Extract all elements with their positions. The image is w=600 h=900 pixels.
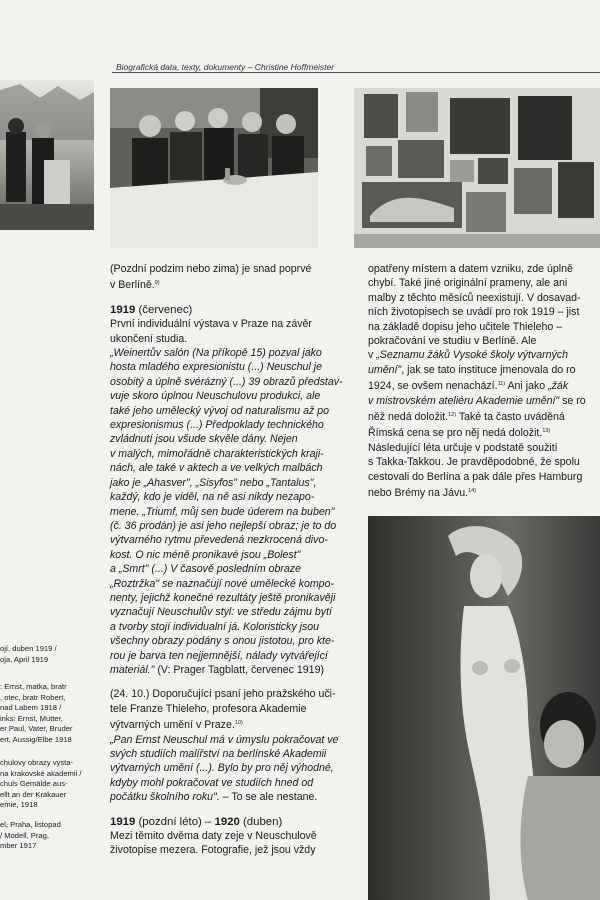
quote-prager-tagblatt <box>110 346 350 677</box>
line: nebo Brémy na Jávu. <box>368 487 469 500</box>
footnote-ref: 14) <box>468 488 477 495</box>
heading-subtitle: (červenec) <box>135 303 193 316</box>
quote-thiele-letter <box>110 733 350 805</box>
line: 1924, se ovšem nenachází. <box>368 380 498 393</box>
heading-year: 1920 <box>214 815 240 828</box>
quote-text: „Seznamu žáků Vysoké školy výtvarných <box>376 349 568 362</box>
caption-4: el, Praha, listopad / Modell, Prag, mber 1917 <box>0 820 61 851</box>
line: pokračování ve studiu v Berlíně. Ale <box>368 335 537 348</box>
footnote-ref: 9) <box>154 280 160 287</box>
quote-text: „žák <box>548 380 569 393</box>
heading-year: 1919 <box>110 303 136 316</box>
quote-text: „Weinertův salón (Na příkopě 15) pozval jako hosta mladého expresionistu (...) Neuschul je osobitý a úplně svérázný (...) 39 obrazů představ- vuje skoro úplnou Neuschulovu produkci, ale také jeho umělecký vývoj od naturalismu až po expresionismus (...) Předpoklady technického zvládnutí jsou všude skvěle dány. Nejen v malých, mimořádně charakteristických kraji- nách, ale také v aktech a ve velkých malbách jako je „Ahasver", „Sisyfos" nebo „Tantalus", každý, kdo je viděl, na ně asi nikdy nezapo- mene. „Triumf, můj sen bude úderem na buben" (č. 36 prodán) je asi jeho nejlepší obraz; je to do výtvarného rytmu převedená nezkrocená divo- kost. O nic méně pronikavé jsou „Bolest" a „Smrt" (...) V časově posledním obraze „Roztržka" se naznačují nové umělecké kompo- nenty, jejichž konečné rezultáty ještě pronikavěji vyznačují Neuschulův styl: ve středu zájmu bytí a tvorby stojí individualní já. Koloristicky jsou všechny obrazy podány s onou jistotou, pro kte- rou je barva ten nejjemnější, nálady vytvářející materiál." <box>110 347 343 676</box>
line: cestovali do Berlína a pak dále přes Hamburg <box>368 470 583 483</box>
photo-studio-paintings-wall <box>354 88 600 248</box>
paragraph-first-exhibition: První individuální výstava v Praze na závěr ukončení studia. <box>110 318 312 345</box>
line: (Pozdní podzim nebo zima) je snad poprvé <box>110 263 312 275</box>
line: , jak se tato instituce jmenovala do ro <box>401 363 576 376</box>
line: chybí. Také jiné originální prameny, ale ani <box>368 277 568 290</box>
heading-1919-july <box>110 303 350 317</box>
quote-text: „Pan Ernst Neuschul má v úmyslu pokračovat ve svých studiích malířství na berlínské Akademii výtvarných umění (...). Bylo by pro něj výhodné, kdyby mohl pokračovat ve studiích hned od počátku školního roku". <box>110 733 339 804</box>
line: v Berlíně. <box>110 279 155 292</box>
footnote-ref: 12) <box>448 412 457 419</box>
paragraph-berlin-studies <box>368 262 600 501</box>
photo-outdoor-group <box>0 80 94 230</box>
quote-tail: – To se ale nestane. <box>219 791 318 804</box>
line: malby z těchto měsíců neexistují. V dosavad- <box>368 291 581 304</box>
paragraph-late-autumn <box>110 262 350 293</box>
line: na základě dopisu jeho učitele Thieleho – <box>368 320 563 333</box>
line: Ani jako <box>505 380 549 393</box>
footnote-ref: 11) <box>497 381 506 388</box>
line: s Takka-Takkou. Je pravděpodobné, že spolu <box>368 456 580 469</box>
running-header: Biografická data, texty, dokumenty – Christine Hoffmeister <box>116 62 335 72</box>
paragraph-recommendation-letter <box>110 687 350 732</box>
heading-1919-1920 <box>110 815 350 829</box>
paragraph-text: (24. 10.) Doporučující psaní jeho pražského uči- tele Franze Thieleho, profesora Akademie výtvarných umění v Praze. <box>110 688 336 732</box>
caption-2: : Ernst, matka, bratr , otec, bratr Robert, nad Labem 1918 / inks: Ernst, Mutter, er Paul, Vater, Bruder ert, Aussig/Elbe 1918 <box>0 682 73 744</box>
line: Také ta často uváděná <box>456 411 565 424</box>
text-column-2 <box>368 262 600 501</box>
quote-text: umění" <box>368 363 402 376</box>
caption-1: ojí, duben 1919 / oja, April 1919 <box>0 644 57 664</box>
footnote-ref: 10) <box>234 720 243 727</box>
photo-two-nude-figures <box>368 516 600 900</box>
line: ních životopisech se uvádí pro rok 1919 – jist <box>368 306 580 319</box>
line: něž nedá doložit. <box>368 411 449 424</box>
quote-source: (V: Prager Tagblatt, červenec 1919) <box>154 663 324 676</box>
heading-subtitle: (pozdní léto) – <box>135 815 215 828</box>
line: v <box>368 349 377 362</box>
quote-text: v mistrovském ateliéru Akademie umění" <box>368 394 560 407</box>
heading-subtitle: (duben) <box>239 815 283 828</box>
line: Následující léta určuje v podstatě soužití <box>368 441 558 454</box>
line: opatřeny místem a datem vzniku, zde úplně <box>368 263 573 275</box>
caption-3: chulovy obrazy vysta- na krakovské akademii / chuls Gemälde aus- ellt an der Krakauer emie, 1918 <box>0 758 82 810</box>
header-rule <box>112 72 600 73</box>
paragraph-biography-gap: Mezi těmito dvěma daty zeje v Neuschulově životopise mezera. Fotografie, jež jsou vždy <box>110 830 317 857</box>
text-column-1 <box>110 262 350 858</box>
footnote-ref: 13) <box>542 428 551 435</box>
line: se ro <box>559 394 586 407</box>
line: Římská cena se pro něj nedá doložit. <box>368 427 543 440</box>
photo-group-at-table <box>110 88 318 248</box>
heading-year: 1919 <box>110 815 136 828</box>
